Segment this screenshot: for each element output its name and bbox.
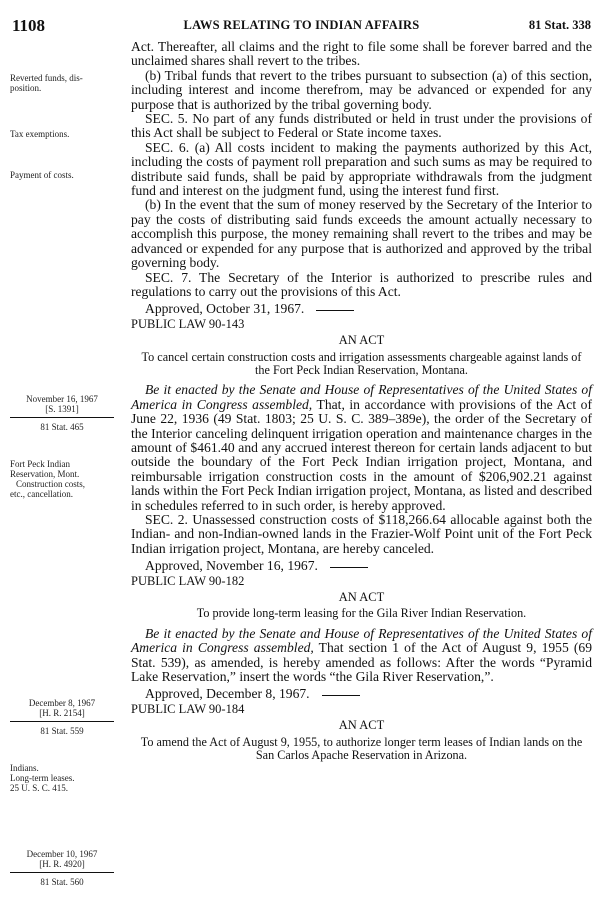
margin-note-line: Reservation, Mont. (10, 469, 80, 479)
margin-note-line: Reverted funds, dis- (10, 73, 83, 83)
act-purpose: To cancel certain construction costs and irrigation assessments chargeable against lands of the Fort Peck Indian Reservation, Montana. (141, 349, 582, 377)
approval-date: Approved, November 16, 1967. (145, 558, 318, 574)
divider (316, 310, 354, 311)
paragraph: SEC. 5. No part of any funds distributed or held in trust under the provisions of this Act shall be subject to Federal or State income taxes. (131, 111, 592, 141)
paragraph: Act. Thereafter, all claims and the right to file some shall be forever barred and the unclaimed shares shall revert to the tribes. (131, 39, 592, 69)
paragraph: SEC. 2. Unassessed construction costs of $118,266.64 allocable against both the Indian- and non-Indian-owned lands in the Frazier-Wolf Point unit of the Fort Peck Indian irrigation project, Montana, are hereby canceled. (131, 512, 592, 556)
act-purpose: To provide long-term leasing for the Gila River Indian Reservation. (196, 606, 527, 621)
margin-note-indians (10, 763, 122, 793)
margin-note-line: Indians. (10, 763, 39, 773)
margin-note-line: etc., cancellation. (10, 489, 73, 499)
statute-citation: 81 Stat. 465 (40, 422, 84, 432)
margin-ref-law-143 (10, 394, 114, 432)
paragraph: SEC. 7. The Secretary of the Interior is authorized to prescribe rules and regulations to carry out the provisions of this Act. (131, 269, 592, 299)
margin-ref-law-184 (10, 849, 114, 887)
approval-line (131, 687, 592, 701)
act-heading: AN ACT (338, 718, 385, 733)
enactment-date: December 8, 1967 (28, 698, 96, 708)
enacting-clause (131, 627, 592, 685)
margin-note-line: Payment of costs. (10, 170, 74, 180)
act-heading: AN ACT (338, 333, 385, 348)
running-title: LAWS RELATING TO INDIAN AFFAIRS (183, 18, 420, 32)
margin-note-line: position. (10, 83, 42, 93)
margin-note-line: Fort Peck Indian (10, 459, 70, 469)
margin-note-line: Construction costs, (16, 479, 85, 489)
divider (10, 721, 114, 722)
statute-citation: 81 Stat. 560 (40, 877, 84, 887)
bill-number: [H. R. 4920] (39, 859, 85, 869)
divider (10, 417, 114, 418)
margin-note-fort-peck (10, 459, 122, 499)
divider (10, 872, 114, 873)
paragraph: SEC. 6. (a) All costs incident to making the payments authorized by this Act, including the costs of payment roll preparation and such sums as may be required to distribute said funds, shall be paid by appropriate withdrawals from the judgment fund and interest on the judgment fund, using the interest fund first. (131, 139, 592, 199)
enactment-date: November 16, 1967 (26, 394, 98, 404)
page-header (12, 16, 591, 36)
margin-note-line: Long-term leases. (10, 773, 75, 783)
margin-note-payment-of-costs (10, 170, 122, 180)
margin-note-line: 25 U. S. C. 415. (10, 783, 69, 793)
bill-number: [S. 1391] (45, 404, 79, 414)
approval-date: Approved, October 31, 1967. (145, 301, 305, 317)
statute-reference: 81 Stat. 338 (528, 18, 591, 32)
approval-date: Approved, December 8, 1967. (145, 686, 310, 702)
enacting-clause (131, 383, 592, 513)
enactment-date: December 10, 1967 (26, 849, 98, 859)
divider (322, 695, 360, 696)
margin-note-tax-exemptions (10, 129, 122, 139)
margin-ref-law-182 (10, 698, 114, 736)
act-heading: AN ACT (338, 590, 385, 605)
paragraph: (b) Tribal funds that revert to the tribes pursuant to subsection (a) of this section, including interest and income therefrom, may be advanced or expended for any purpose that is authorized by the tribal governing body. (131, 67, 592, 112)
act-purpose: To amend the Act of August 9, 1955, to authorize longer term leases of Indian lands on the San Carlos Apache Reservation in Arizona. (140, 734, 583, 763)
margin-note-reverted-funds (10, 73, 122, 93)
public-law-number: PUBLIC LAW 90-184 (131, 701, 245, 716)
enacting-text: That section 1 of the Act of August 9, 1955 (69 Stat. 539), as amended, is hereby amended as follows: After the words “Pyramid Lake Reservation,” insert the words “the Gila River Reservation,”. (131, 640, 592, 685)
enacting-formula: Be it enacted by the Senate and House of Representatives of the United States of America in Congress assembled, (131, 625, 592, 656)
page-number: 1108 (12, 16, 46, 35)
enacting-text: That, in accordance with provisions of the Act of June 22, 1936 (49 Stat. 1803; 25 U. S. C. 389–389e), the order of the Secretary of the Interior canceling delinquent irrigation operation and maintenance charges in the amount of $461.40 and any accrued interest thereon for certain lands adjacent to but outside the boundary of the Fort Peck Indian irrigation project, Montana, and reimbursable irrigation construction costs in the amount of $206,902.21 against lands within the Fort Peck Indian irrigation project, Montana, as listed and described in schedules referred to in such order, is hereby approved. (131, 396, 592, 513)
statute-citation: 81 Stat. 559 (40, 726, 84, 736)
paragraph: (b) In the event that the sum of money reserved by the Secretary of the Interior to pay the costs of distributing said funds exceeds the amount actually necessary to accomplish this purpose, the money remaining shall revert to the tribes and may be advanced or expended for any purpose that is authorized and approved by the tribal governing body. (131, 197, 592, 271)
approval-line (131, 559, 592, 573)
enacting-formula: Be it enacted by the Senate and House of Representatives of the United States of America in Congress assembled, (131, 382, 592, 412)
divider (330, 567, 368, 568)
bill-number: [H. R. 2154] (39, 708, 85, 718)
public-law-number: PUBLIC LAW 90-182 (131, 573, 245, 588)
public-law-number: PUBLIC LAW 90-143 (131, 316, 245, 331)
approval-line (131, 302, 592, 316)
main-text (131, 40, 592, 769)
margin-note-line: Tax exemptions. (10, 129, 70, 139)
